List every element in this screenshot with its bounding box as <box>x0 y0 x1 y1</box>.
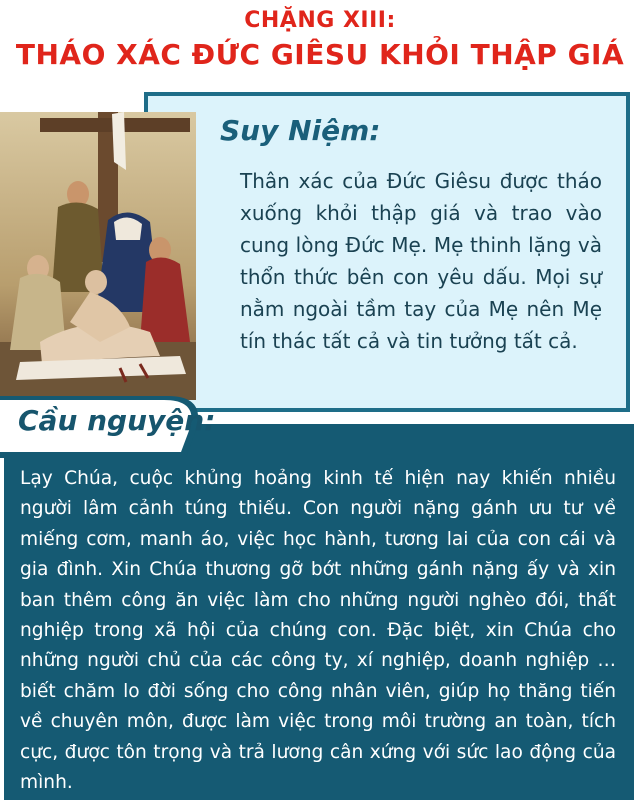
pieta-painting <box>0 112 196 400</box>
prayer-title: Cầu nguyện: <box>18 404 216 437</box>
station-heading <box>0 6 640 74</box>
meditation-title: Suy Niệm: <box>220 114 381 147</box>
station-title: THÁO XÁC ĐỨC GIÊSU KHỎI THẬP GIÁ <box>15 38 625 71</box>
meditation-text: Thân xác của Đức Giêsu được tháo xuống khỏi thập giá và trao vào cung lòng Đức Mẹ. Mẹ thinh lặng và thổn thức bên con yêu dấu. Mọi sự nằm ngoài tầm tay của Mẹ nên Mẹ tín thác tất cả và tin tưởng tất cả. <box>240 169 602 353</box>
prayer-text: Lạy Chúa, cuộc khủng hoảng kinh tế hiện nay khiến nhiều người lâm cảnh túng thiếu. Con người nặng gánh ưu tư về miếng cơm, manh áo, việc học hành, tương lai của con cái và gia đình. Xin Chúa thương gỡ bớt những gánh nặng ấy và xin ban thêm công ăn việc làm cho những người nghèo đói, thất nghiệp trong xã hội của chúng con. Đặc biệt, xin Chúa cho những người chủ của các công ty, xí nghiệp, doanh nghiệp … biết chăm lo đời sống cho công nhân viên, giúp họ thăng tiến về chuyên môn, được làm việc trong môi trường an toàn, tích cực, được tôn trọng và trả lương cân xứng với sức lao động của mình. <box>20 468 616 794</box>
station-number: CHẶNG XIII: <box>244 8 396 33</box>
